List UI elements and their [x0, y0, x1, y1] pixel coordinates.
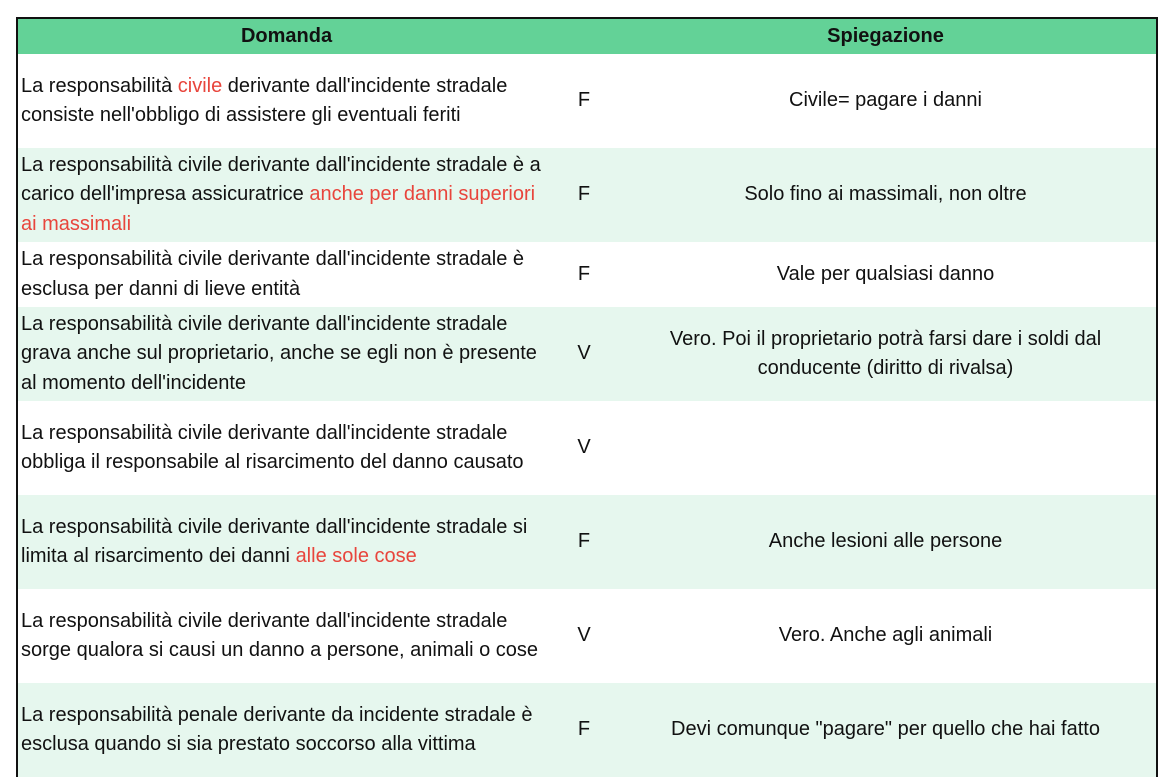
question-cell: La responsabilità civile derivante dall'incidente stradale obbliga il responsabile al risarcimento del danno causato	[17, 401, 555, 495]
question-cell: La responsabilità penale derivante da incidente stradale è esclusa quando si sia prestato soccorso alla vittima	[17, 683, 555, 777]
table-row	[17, 589, 1157, 683]
table-row	[17, 307, 1157, 401]
header-explanation: Spiegazione	[615, 18, 1157, 54]
explanation-cell: Civile= pagare i danni	[615, 54, 1157, 148]
answer-cell: F	[555, 683, 615, 777]
table-row	[17, 54, 1157, 148]
quiz-table	[16, 17, 1158, 777]
answer-cell: F	[555, 242, 615, 307]
highlighted-text: anche per danni superiori ai massimali	[21, 183, 536, 235]
highlighted-text: civile	[177, 74, 223, 97]
explanation-cell: Vale per qualsiasi danno	[615, 242, 1157, 307]
answer-cell: F	[555, 148, 615, 242]
header-question: Domanda	[17, 18, 555, 54]
table-row	[17, 148, 1157, 242]
question-cell: La responsabilità civile derivante dall'incidente stradale è a carico dell'impresa assicuratrice anche per danni superiori ai massimali	[17, 148, 555, 242]
answer-cell: V	[555, 307, 615, 401]
question-cell: La responsabilità civile derivante dall'incidente stradale consiste nell'obbligo di assistere gli eventuali feriti	[17, 54, 555, 148]
explanation-cell: Vero. Poi il proprietario potrà farsi dare i soldi dal conducente (diritto di rivalsa)	[615, 307, 1157, 401]
explanation-cell: Vero. Anche agli animali	[615, 589, 1157, 683]
table-row	[17, 401, 1157, 495]
highlighted-text: alle sole cose	[295, 545, 417, 567]
question-cell: La responsabilità civile derivante dall'incidente stradale sorge qualora si causi un danno a persone, animali o cose	[17, 589, 555, 683]
answer-cell: F	[555, 495, 615, 589]
explanation-cell: Devi comunque "pagare" per quello che hai fatto	[615, 683, 1157, 777]
table-row	[17, 683, 1157, 777]
answer-cell: V	[555, 401, 615, 495]
answer-cell: F	[555, 54, 615, 148]
question-cell: La responsabilità civile derivante dall'incidente stradale grava anche sul proprietario, anche se egli non è presente al momento dell'incidente	[17, 307, 555, 401]
table-row	[17, 242, 1157, 307]
question-cell: La responsabilità civile derivante dall'incidente stradale si limita al risarcimento dei danni alle sole cose	[17, 495, 555, 589]
explanation-cell	[615, 401, 1157, 495]
header-answer	[555, 18, 615, 54]
explanation-cell: Solo fino ai massimali, non oltre	[615, 148, 1157, 242]
header-row	[17, 18, 1157, 54]
question-cell: La responsabilità civile derivante dall'incidente stradale è esclusa per danni di lieve entità	[17, 242, 555, 307]
answer-cell: V	[555, 589, 615, 683]
table-row	[17, 495, 1157, 589]
explanation-cell: Anche lesioni alle persone	[615, 495, 1157, 589]
